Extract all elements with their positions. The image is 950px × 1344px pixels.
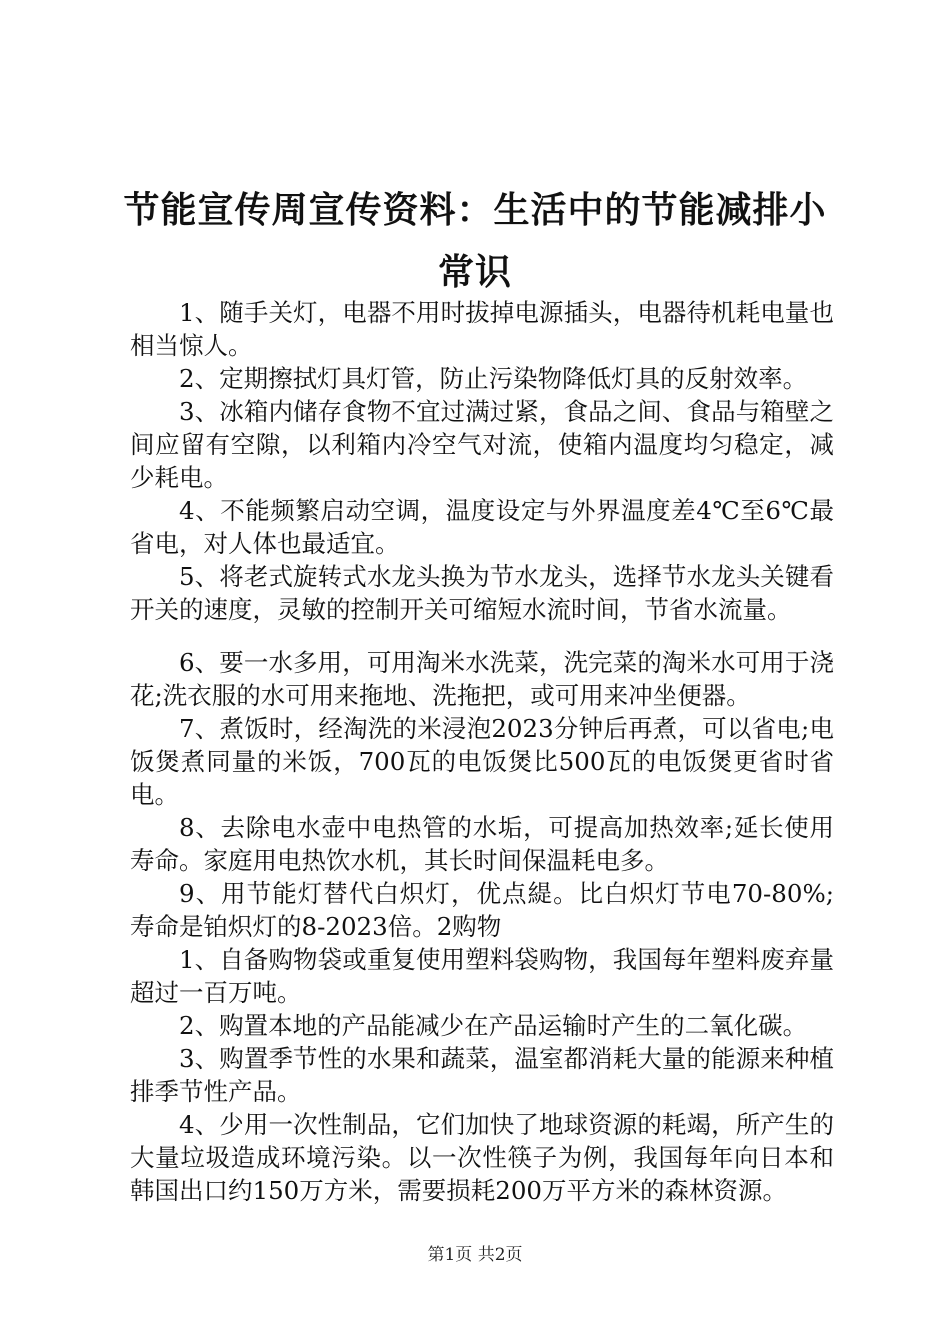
paragraph: 2、定期擦拭灯具灯管，防止污染物降低灯具的反射效率。 bbox=[179, 364, 808, 393]
paragraph: 1、随手关灯，电器不用时拔掉电源插头，电器待机耗电量也相当惊人。 bbox=[130, 298, 834, 360]
paragraph: 5、将老式旋转式水龙头换为节水龙头，选择节水龙头关键看开关的速度，灵敏的控制开关可缩短水流时间，节省水流量。 bbox=[130, 562, 834, 624]
paragraph: 3、冰箱内储存食物不宜过满过紧，食品之间、食品与箱壁之间应留有空隙，以利箱内冷空气对流，使箱内温度均匀稳定，减少耗电。 bbox=[130, 397, 834, 492]
document-body bbox=[130, 296, 834, 1207]
paragraph: 3、购置季节性的水果和蔬菜，温室都消耗大量的能源来种植排季节性产品。 bbox=[130, 1044, 834, 1106]
paragraph: 4、不能频繁启动空调，温度设定与外界温度差4℃至6℃最省电，对人体也最适宜。 bbox=[130, 496, 834, 558]
paragraph: 7、煮饭时，经淘洗的米浸泡2023分钟后再煮，可以省电;电饭煲煮同量的米饭，700瓦的电饭煲比500瓦的电饭煲更省时省电。 bbox=[130, 714, 834, 809]
paragraph: 1、自备购物袋或重复使用塑料袋购物，我国每年塑料废弃量超过一百万吨。 bbox=[130, 945, 834, 1007]
document-title: 节能宣传周宣传资料：生活中的节能减排小常识 bbox=[123, 190, 827, 293]
paragraph: 8、去除电水壶中电热管的水垢，可提高加热效率;延长使用寿命。家庭用电热饮水机，其长时间保温耗电多。 bbox=[130, 813, 834, 875]
paragraph: 9、用节能灯替代白炽灯，优点緹。比白炽灯节电70-80%;寿命是铂炽灯的8-2023倍。2购物 bbox=[130, 879, 834, 941]
paragraph: 4、少用一次性制品，它们加快了地球资源的耗竭，所产生的大量垃圾造成环境污染。以一次性筷子为例，我国每年向日本和韩国出口约150万方米，需要损耗200万平方米的森林资源。 bbox=[130, 1110, 834, 1205]
page-footer: 第1页 共2页 bbox=[427, 1245, 523, 1265]
paragraph: 2、购置本地的产品能减少在产品运输时产生的二氧化碳。 bbox=[179, 1011, 808, 1040]
paragraph: 6、要一水多用，可用淘米水洗菜，洗完菜的淘米水可用于浇花;洗衣服的水可用来拖地、洗拖把，或可用来冲坐便器。 bbox=[130, 648, 834, 710]
